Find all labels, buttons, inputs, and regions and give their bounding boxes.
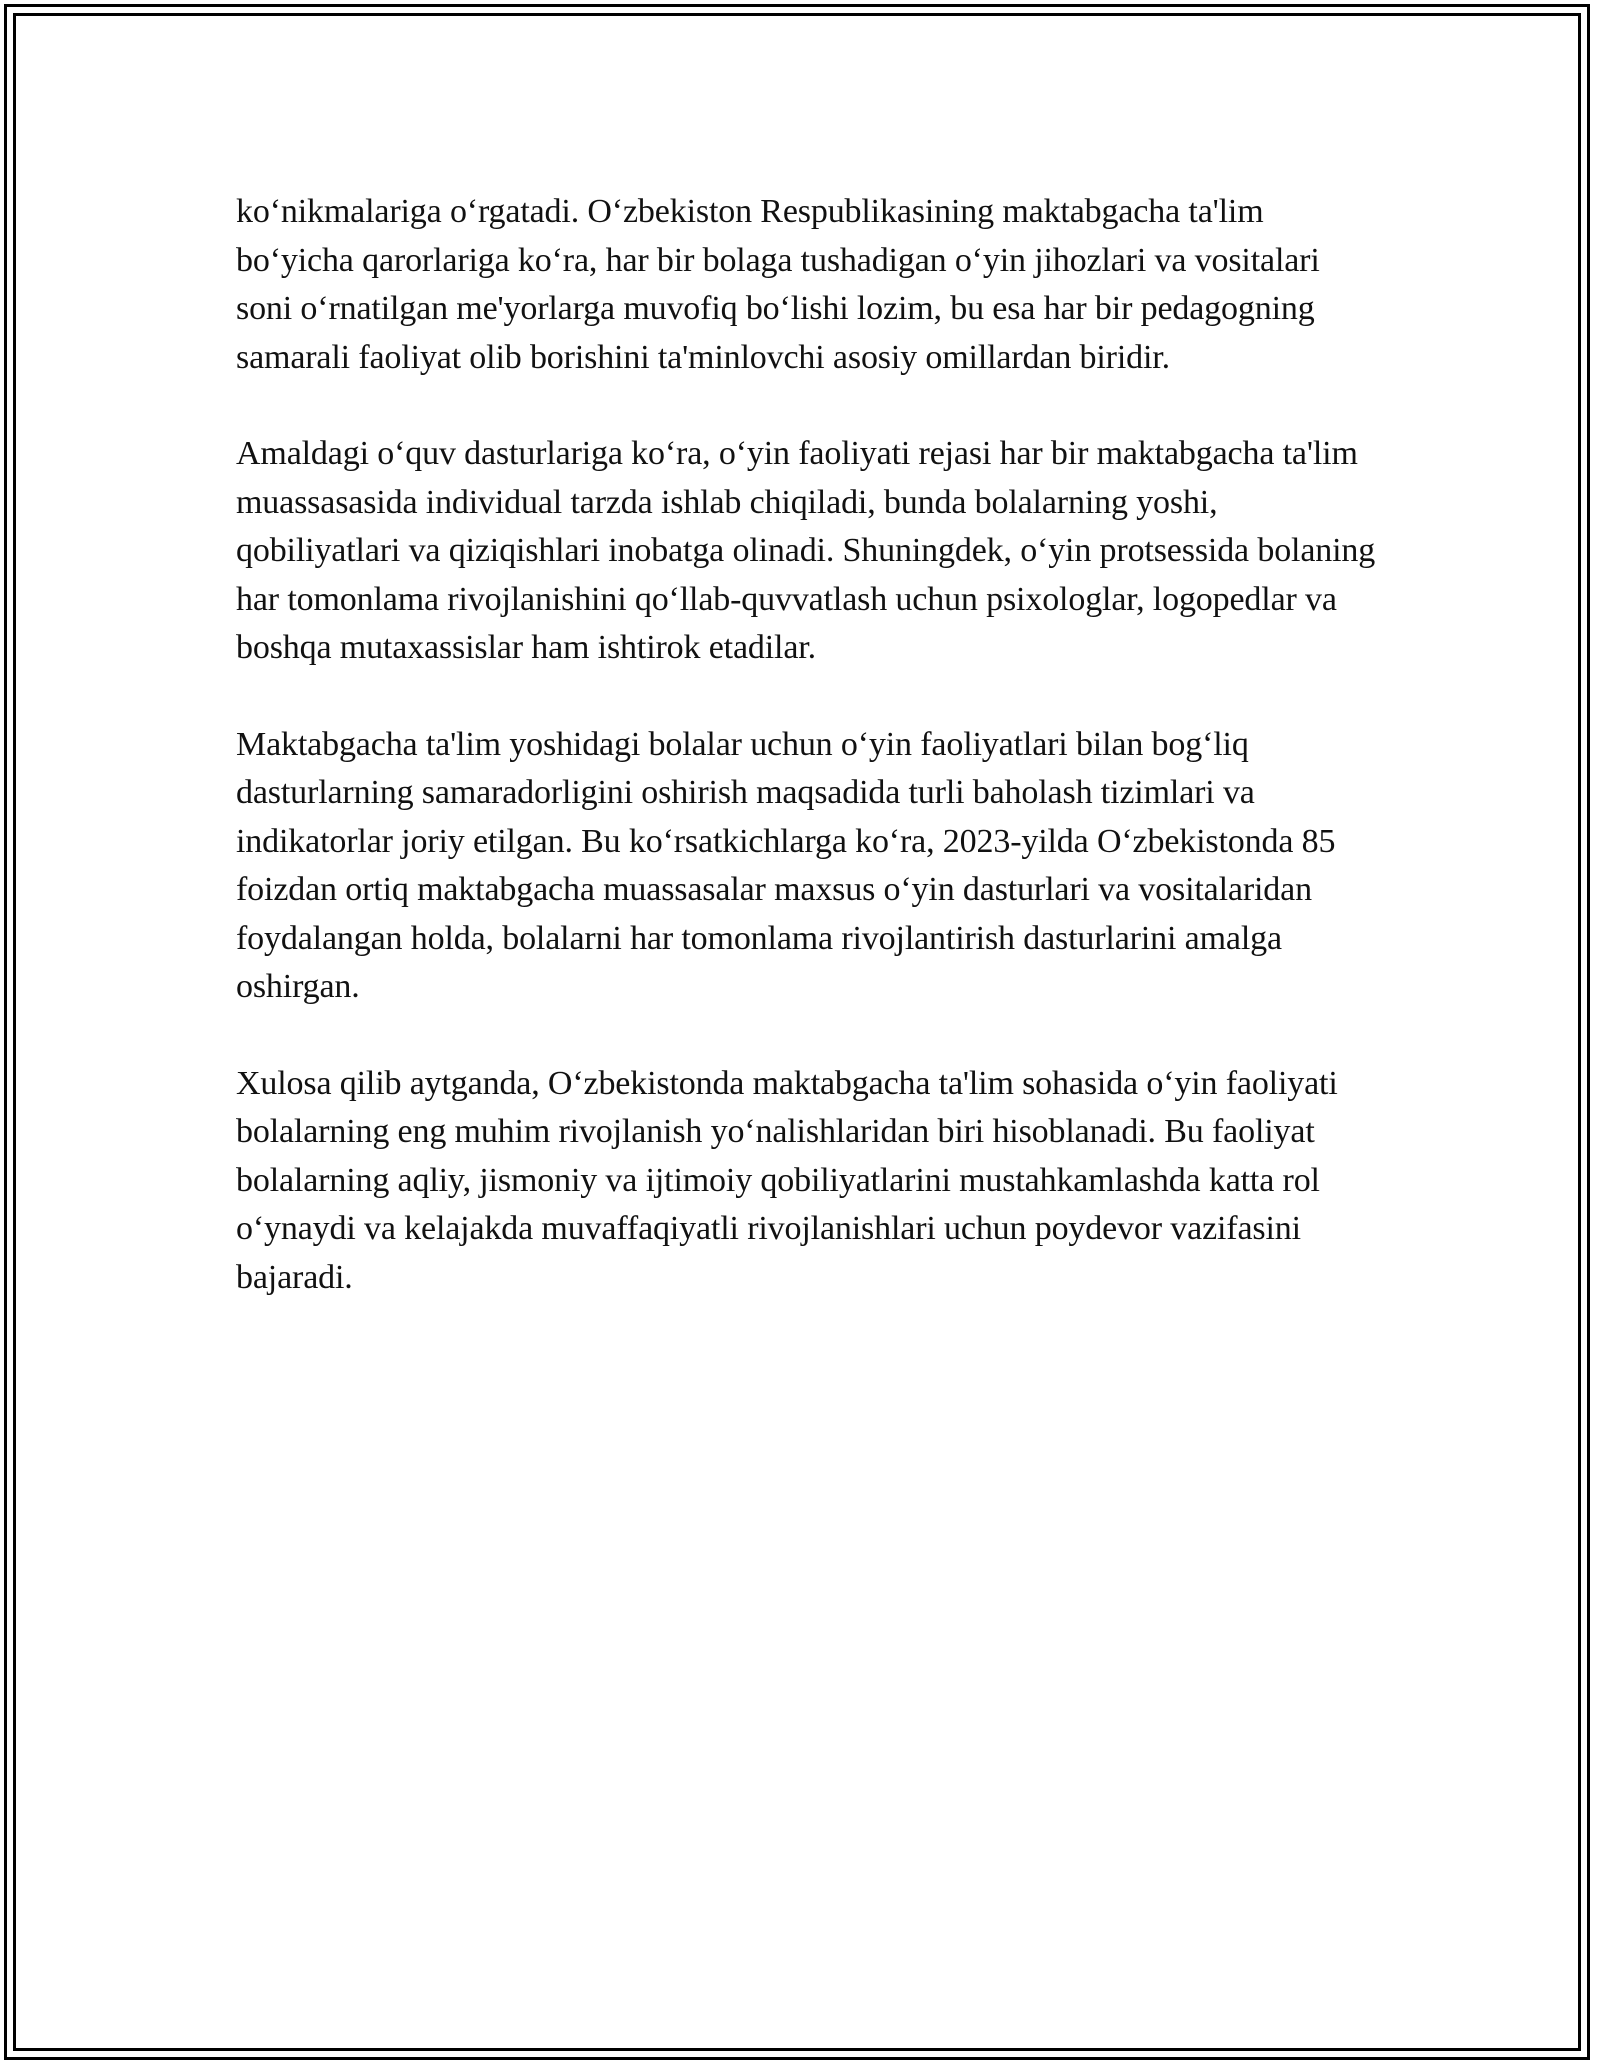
paragraph-1: ko‘nikmalariga o‘rgatadi. O‘zbekiston Respublikasining maktabgacha ta'lim bo‘yicha qarorlariga ko‘ra, har bir bolaga tushadigan o‘yin jihozlari va vositalari soni o‘rnatilgan me'yorlarga muvofiq bo‘lishi lozim, bu esa har bir pedagogning samarali faoliyat olib borishini ta'minlovchi asosiy omillardan biridir.: [236, 193, 1320, 376]
paragraph-3: Maktabgacha ta'lim yoshidagi bolalar uchun o‘yin faoliyatlari bilan bog‘liq dasturlarning samaradorligini oshirish maqsadida turli baholash tizimlari va indikatorlar joriy etilgan. Bu ko‘rsatkichlarga ko‘ra, 2023-yilda O‘zbekistonda 85 foizdan ortiq maktabgacha muassasalar maxsus o‘yin dasturlari va vositalaridan foydalangan holda, bolalarni har tomonlama rivojlantirish dasturlarini amalga oshirgan.: [236, 725, 1336, 1005]
paragraph-2: Amaldagi o‘quv dasturlariga ko‘ra, o‘yin faoliyati rejasi har bir maktabgacha ta'lim muassasasida individual tarzda ishlab chiqiladi, bunda bolalarning yoshi, qobiliyatlari va qiziqishlari inobatga olinadi. Shuningdek, o‘yin protsessida bolaning har tomonlama rivojlanishini qo‘llab-quvvatlash uchun psixologlar, logopedlar va boshqa mutaxassislar ham ishtirok etadilar.: [236, 435, 1376, 666]
paragraph-4: Xulosa qilib aytganda, O‘zbekistonda maktabgacha ta'lim sohasida o‘yin faoliyati bolalarning eng muhim rivojlanish yo‘nalishlaridan biri hisoblanadi. Bu faoliyat bolalarning aqliy, jismoniy va ijtimoiy qobiliyatlarini mustahkamlashda katta rol o‘ynaydi va kelajakda muvaffaqiyatli rivojlanishlari uchun poydevor vazifasini bajaradi.: [236, 1064, 1338, 1296]
document-body: [236, 188, 1376, 1350]
